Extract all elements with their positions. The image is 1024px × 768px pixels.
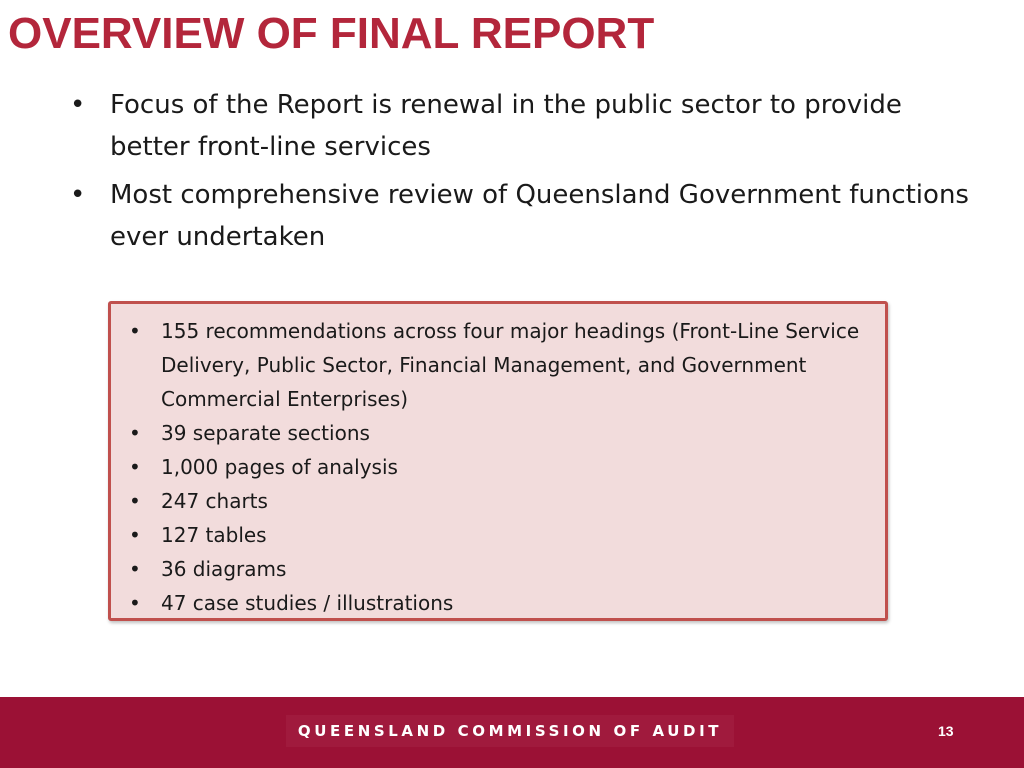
main-bullet-text: Most comprehensive review of Queensland Government functions ever undertaken xyxy=(110,180,969,252)
slide-title: OVERVIEW OF FINAL REPORT xyxy=(8,9,655,58)
report-stat-item xyxy=(129,552,874,586)
report-stat-item xyxy=(129,416,874,450)
report-stat-item xyxy=(129,450,874,484)
report-stat-text: 36 diagrams xyxy=(161,557,287,581)
report-stat-item xyxy=(129,518,874,552)
main-bullet-text: Focus of the Report is renewal in the public sector to provide better front-line services xyxy=(110,90,902,162)
bullet-icon: • xyxy=(129,421,141,445)
bullet-icon: • xyxy=(129,557,141,581)
main-bullet-list xyxy=(70,84,970,264)
report-stat-text: 1,000 pages of analysis xyxy=(161,455,398,479)
bullet-icon: • xyxy=(129,319,141,343)
main-bullet-item xyxy=(70,174,970,258)
report-stat-item xyxy=(129,314,874,416)
bullet-icon: • xyxy=(129,523,141,547)
report-stat-text: 47 case studies / illustrations xyxy=(161,591,454,615)
report-stat-text: 127 tables xyxy=(161,523,267,547)
bullet-icon: • xyxy=(70,180,86,210)
report-stat-text: 247 charts xyxy=(161,489,268,513)
footer-bar xyxy=(0,697,1024,768)
bullet-icon: • xyxy=(129,489,141,513)
report-stat-item xyxy=(129,484,874,518)
bullet-icon: • xyxy=(129,591,141,615)
bullet-icon: • xyxy=(70,90,86,120)
bullet-icon: • xyxy=(129,455,141,479)
page-number: 13 xyxy=(938,723,954,739)
report-stats-callout-box xyxy=(108,301,888,621)
main-bullet-item xyxy=(70,84,970,168)
report-stats-list xyxy=(129,314,874,620)
organization-label: QUEENSLAND COMMISSION OF AUDIT xyxy=(286,715,734,747)
report-stat-text: 39 separate sections xyxy=(161,421,370,445)
report-stat-item xyxy=(129,586,874,620)
report-stat-text: 155 recommendations across four major headings (Front-Line Service Delivery, Public Sector, Financial Management, and Government Commercial Enterprises) xyxy=(161,319,860,411)
